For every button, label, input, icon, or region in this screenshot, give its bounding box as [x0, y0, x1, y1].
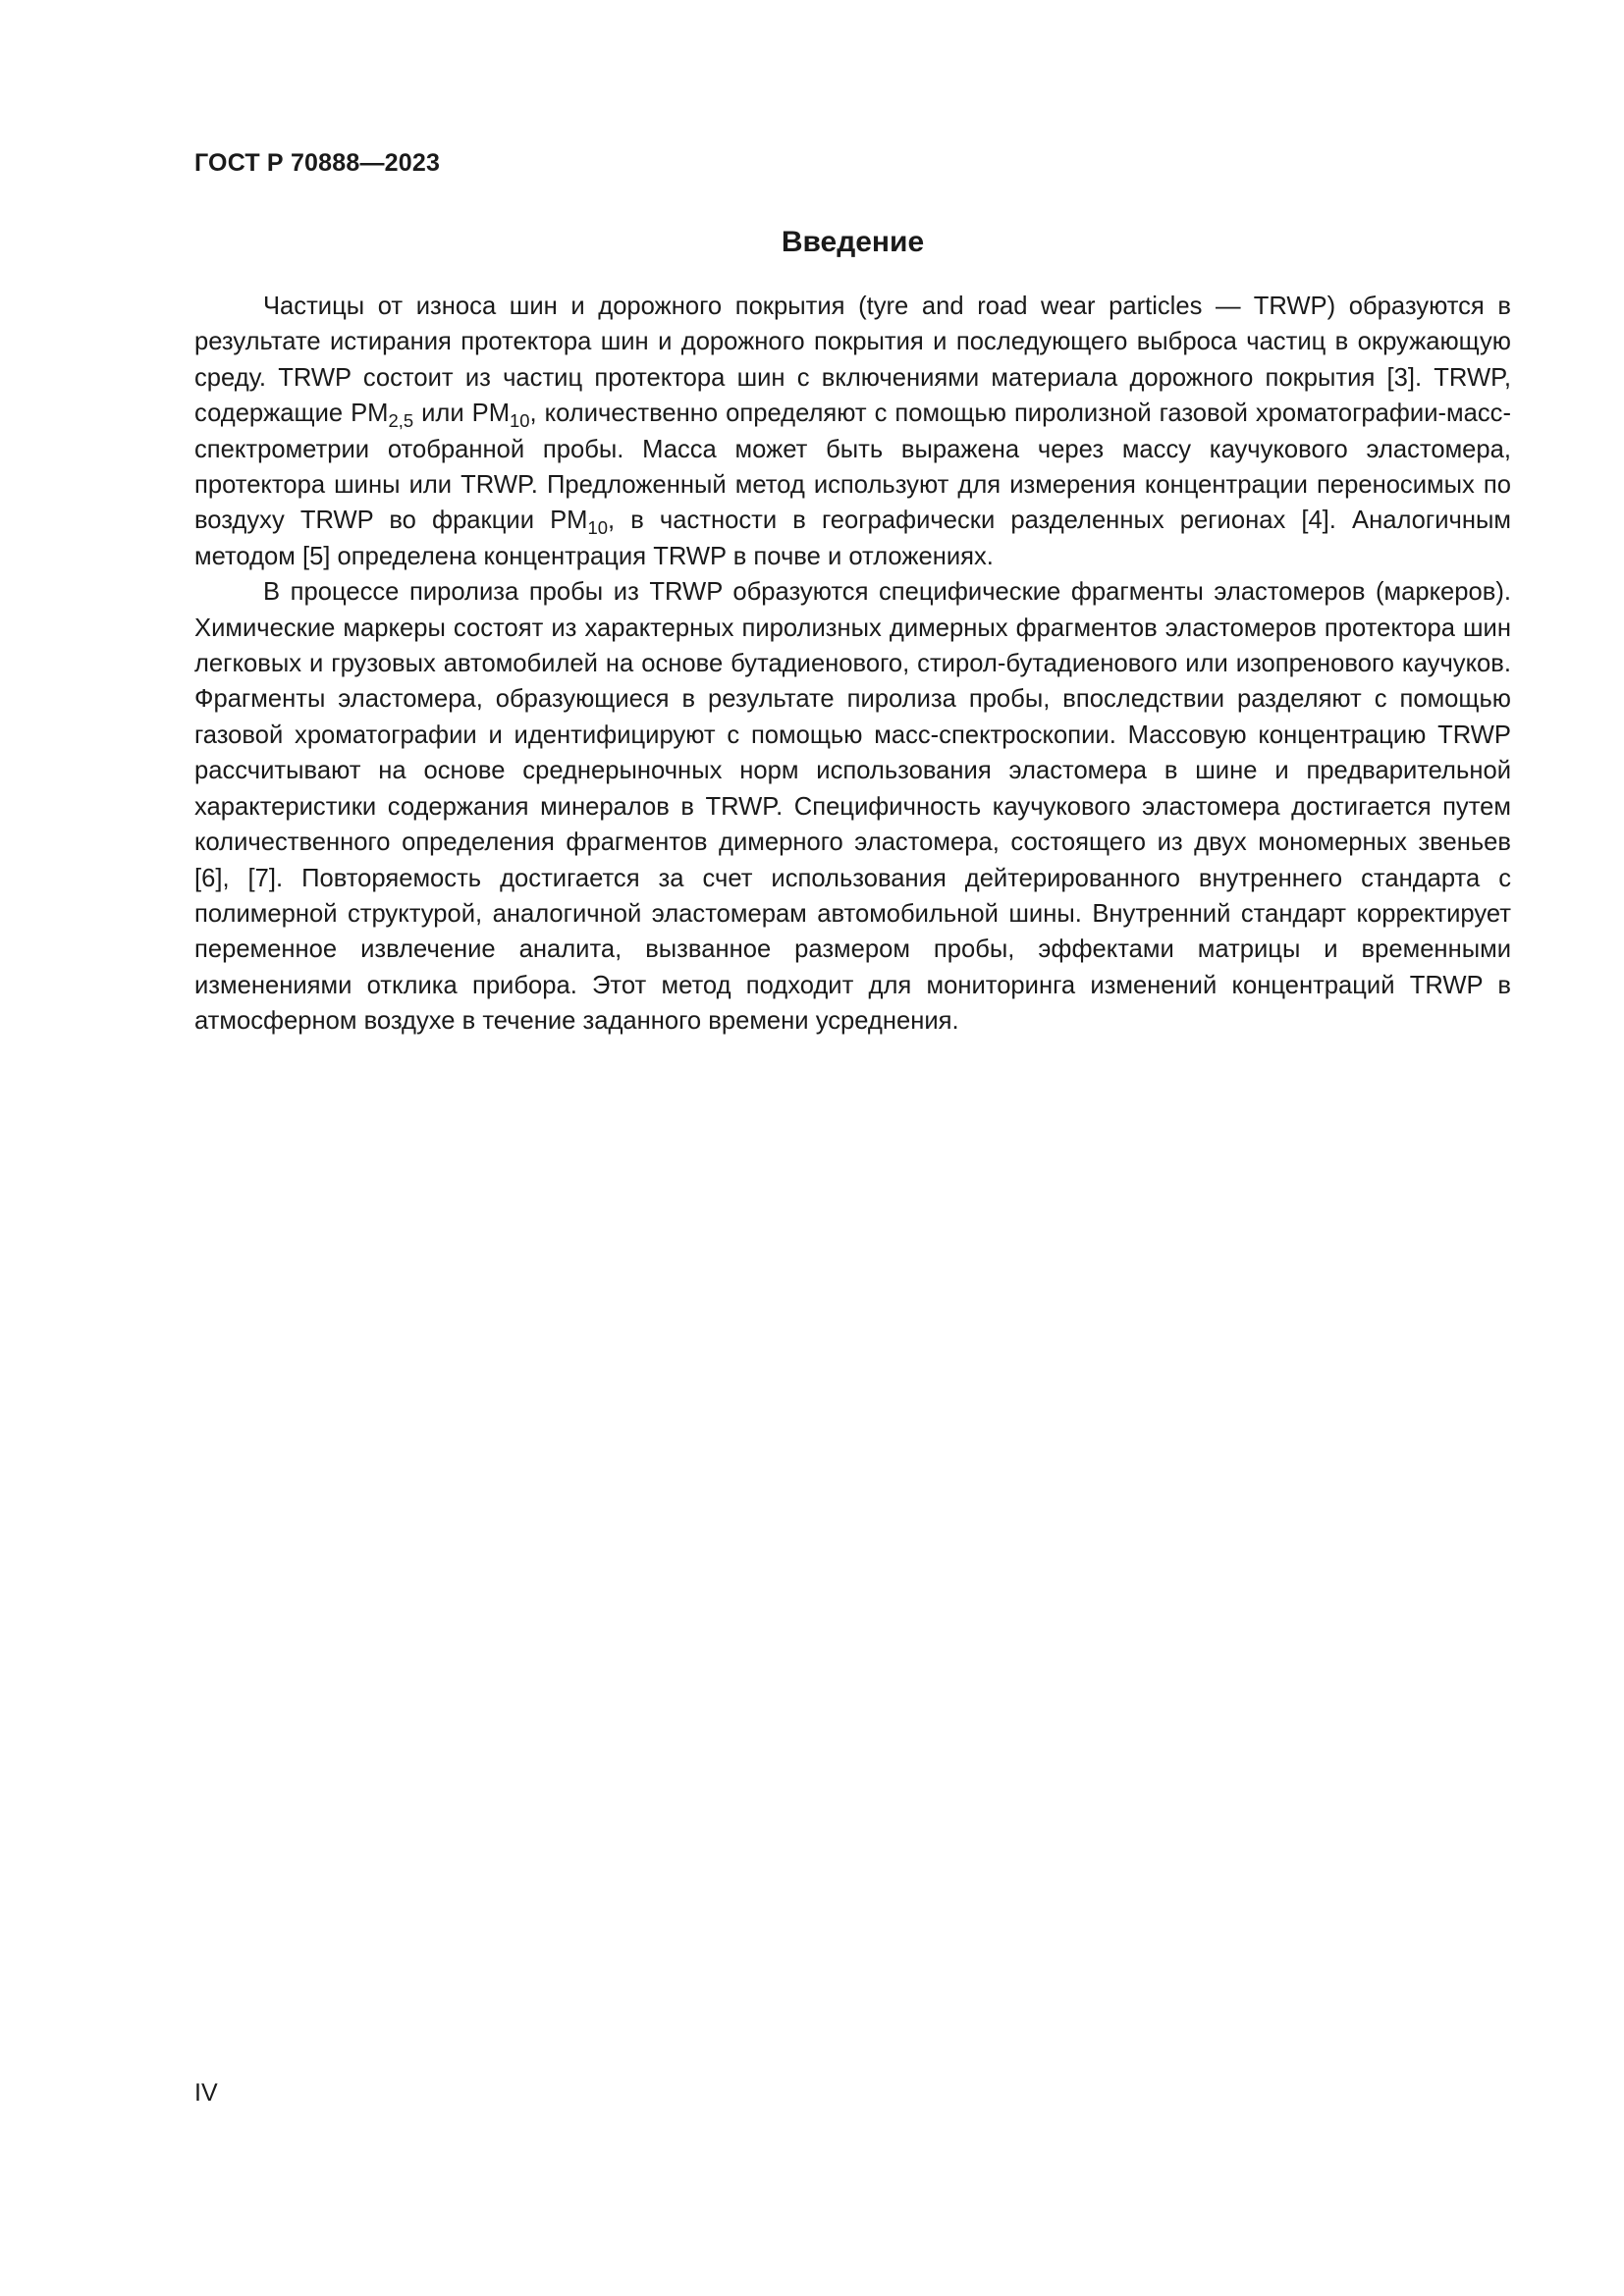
paragraph-1-text-c: , количественно определяют с помощью пиролизной газовой хроматографии-масс-спектрометрии отобранной пробы. Масса может быть выражена через массу каучукового эластомера, протектора шины или TRWP. Предложенный метод используют для измерения концентрации переносимых по воздуху TRWP во фракции PM: [194, 400, 1511, 535]
document-code-header: ГОСТ Р 70888—2023: [194, 149, 441, 177]
paragraph-2: В процессе пиролиза пробы из TRWP образуются специфические фрагменты эластомеров (маркеров). Химические маркеры состоят из характерных пиролизных димерных фрагментов эластомеров протектора шин легковых и грузовых автомобилей на основе бутадиенового, стирол-бутадиенового или изопренового каучуков. Фрагменты эластомера, образующиеся в результате пиролиза пробы, впоследствии разделяют с помощью газовой хроматографии и идентифицируют с помощью масс-спектроскопии. Массовую концентрацию TRWP рассчитывают на основе среднерыночных норм использования эластомера в шине и предварительной характеристики содержания минералов в TRWP. Специфичность каучукового эластомера достигается путем количественного определения фрагментов димерного эластомера, состоящего из двух мономерных звеньев [6], [7]. Повторяемость достигается за счет использования дейтерированного внутреннего стандарта с полимерной структурой, аналогичной эластомерам автомобильной шины. Внутренний стандарт корректирует переменное извлечение аналита, вызванное размером пробы, эффектами матрицы и временными изменениями отклика прибора. Этот метод подходит для мониторинга изменений концентраций TRWP в атмосферном воздухе в течение заданного времени усреднения.: [194, 578, 1511, 1036]
pm-subscript-10: 10: [510, 410, 530, 432]
pm-subscript-10-second: 10: [587, 517, 608, 539]
body-text: [194, 289, 1511, 1040]
page-number: IV: [194, 2079, 218, 2107]
paragraph-1-text-b: или PM: [413, 400, 511, 428]
paragraph-1: [194, 289, 1511, 574]
paragraph-1-text-d: , в частности в географически разделенных регионах [4]. Аналогичным методом [5] определена концентрация TRWP в почве и отложениях.: [194, 507, 1511, 570]
paragraph-1-text-a: Частицы от износа шин и дорожного покрытия (tyre and road wear particles — TRWP) образуются в результате истирания протектора шин и дорожного покрытия и последующего выброса частиц в окружающую среду. TRWP состоит из частиц протектора шин с включениями материала дорожного покрытия [3]. TRWP, содержащие PM: [194, 293, 1511, 428]
pm-subscript-2-5: 2,5: [388, 410, 414, 432]
section-title: Введение: [781, 226, 925, 258]
